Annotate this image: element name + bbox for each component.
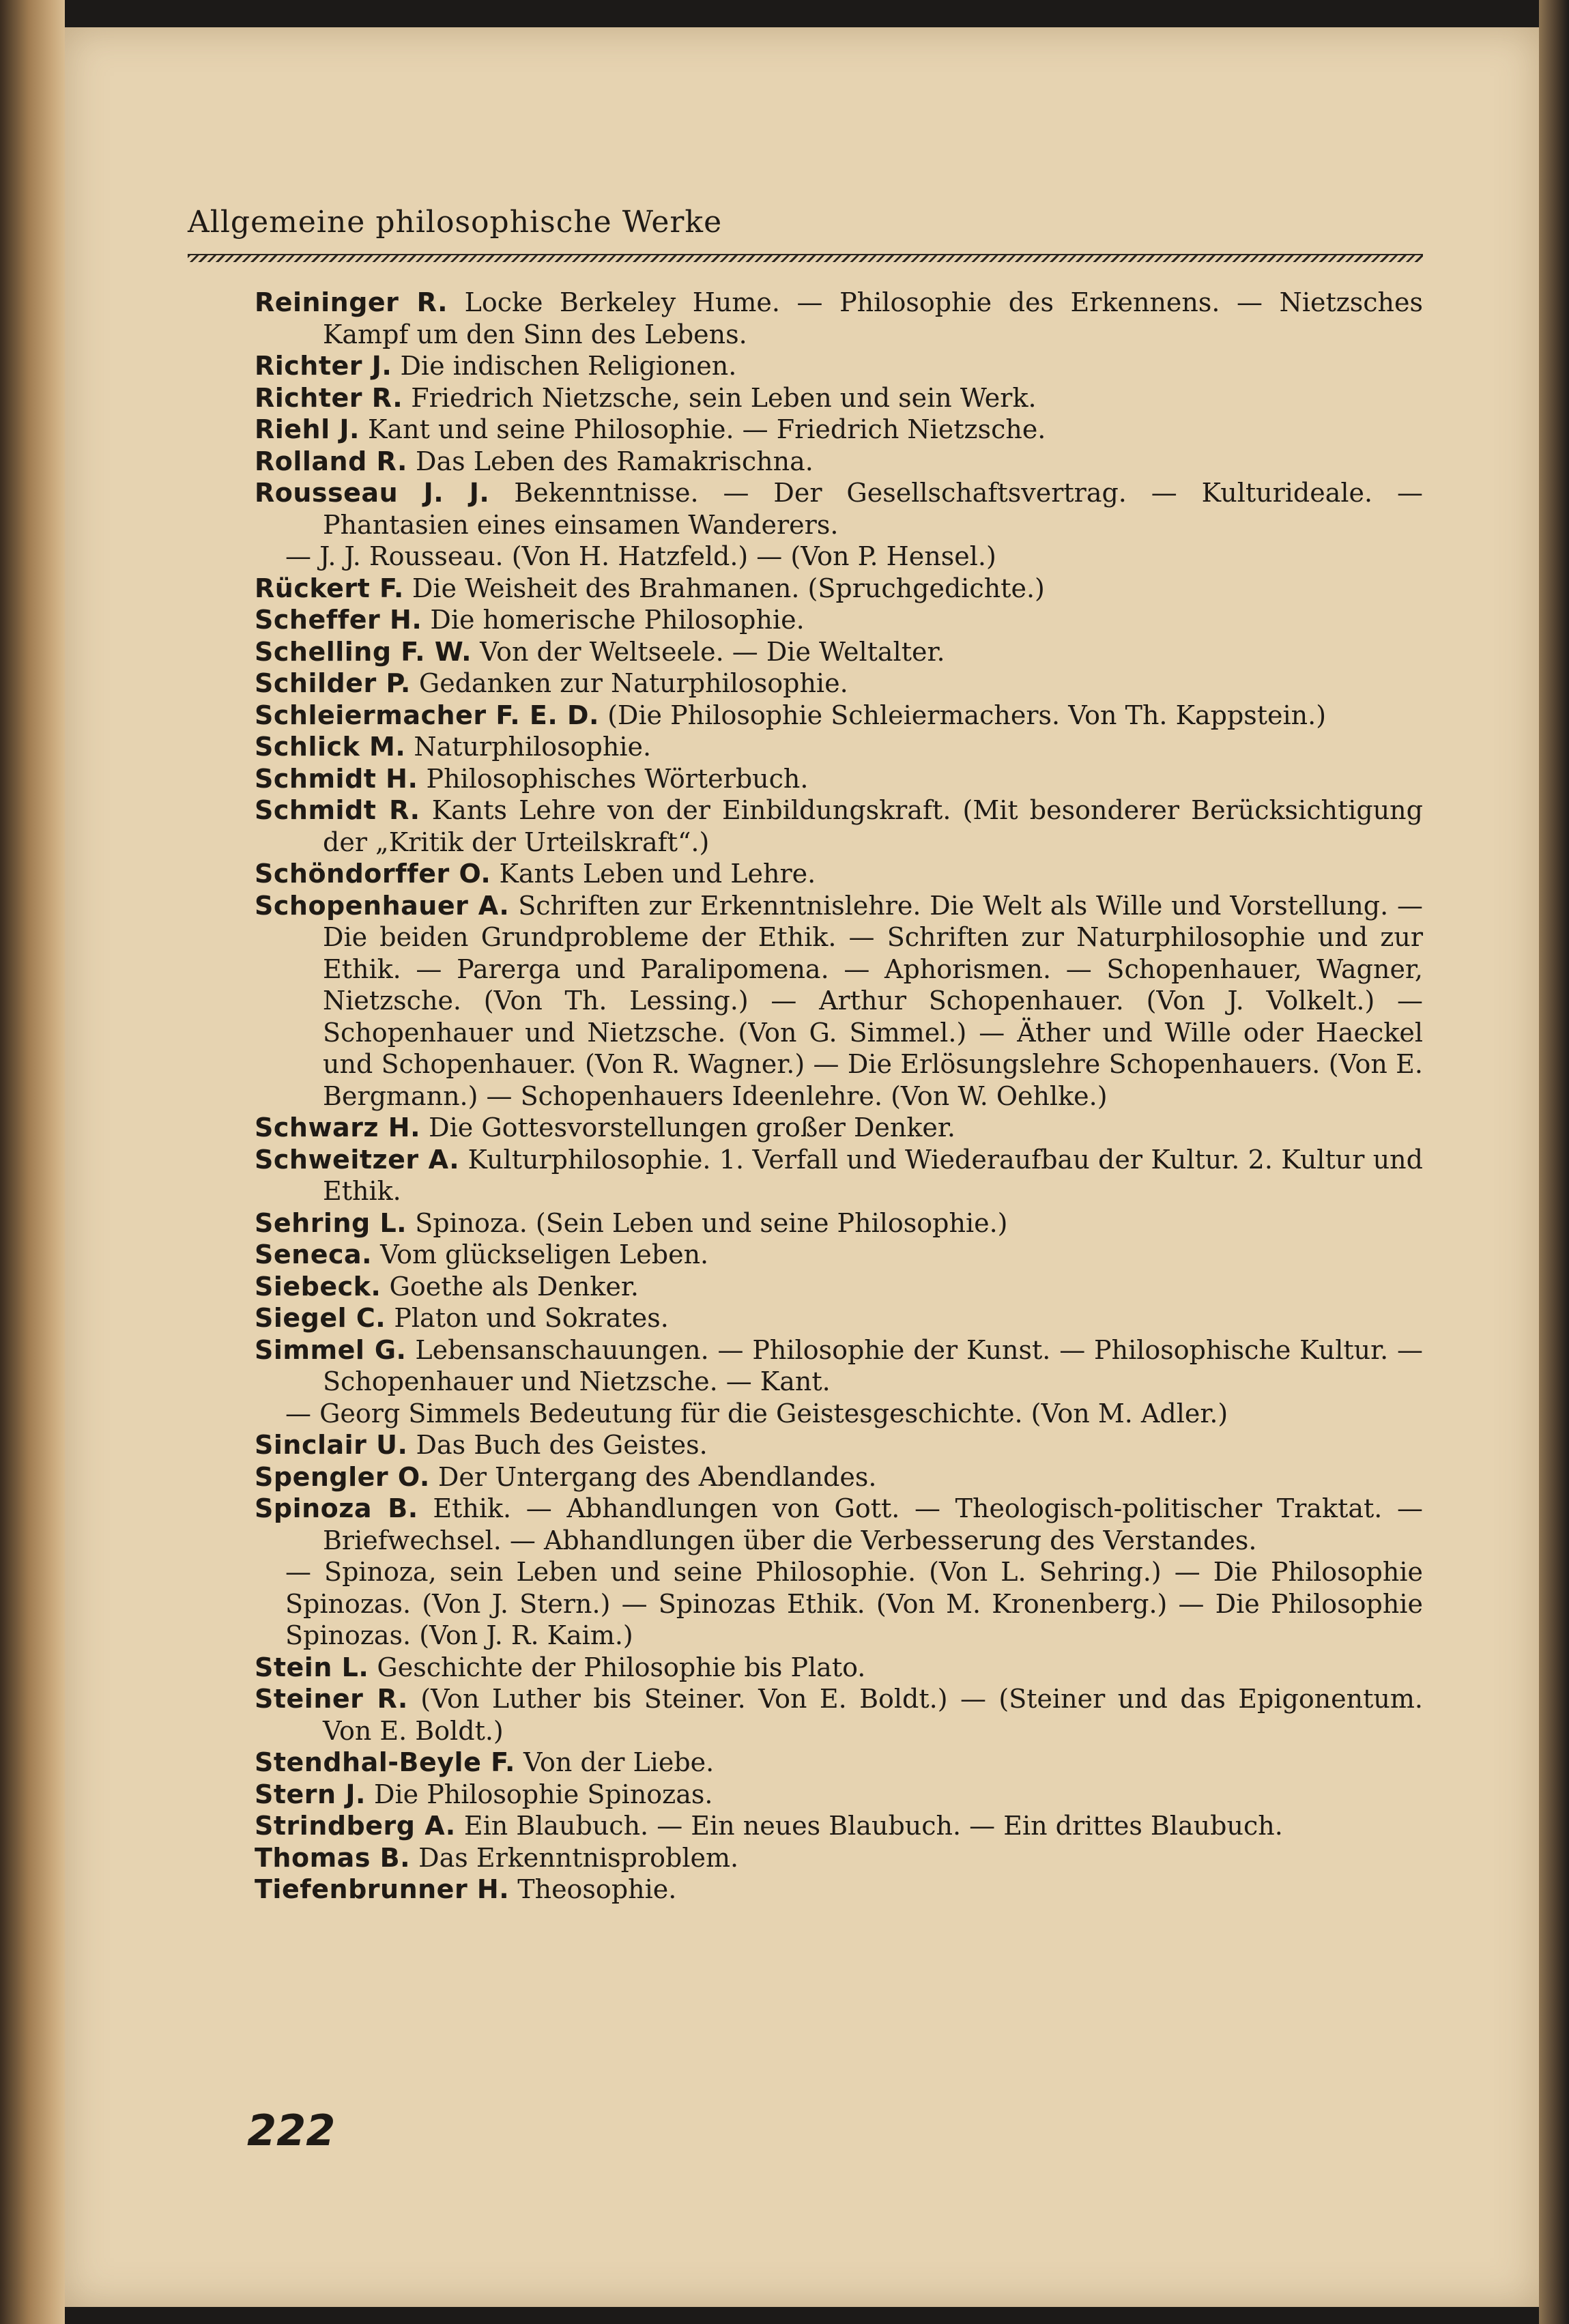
entry-text: Theosophie. <box>517 1874 677 1904</box>
author-name: Schweitzer A. <box>255 1144 460 1175</box>
author-name: Spengler O. <box>255 1461 430 1492</box>
bibliography-entry <box>255 1271 1423 1303</box>
bibliography-entry <box>255 700 1423 732</box>
bibliography-entry <box>255 541 1423 573</box>
author-name: Thomas B. <box>255 1842 411 1873</box>
author-name: Rousseau J. J. <box>255 478 490 508</box>
bibliography-list <box>255 287 1423 1906</box>
bibliography-entry <box>255 1810 1423 1842</box>
bibliography-entry <box>255 573 1423 605</box>
bibliography-entry <box>255 477 1423 541</box>
entry-text: — Spinoza, sein Leben und seine Philosophie. (Von L. Sehring.) — Die Philosophie Spinozas. (Von J. Stern.) — Spinozas Ethik. (Von M. Kronenberg.) — Die Philosophie Spinozas. (Von J. R. Kaim.) <box>285 1557 1423 1650</box>
author-name: Richter R. <box>255 382 403 413</box>
author-name: Schopenhauer A. <box>255 890 510 921</box>
entry-text: Kants Lehre von der Einbildungskraft. (Mit besonderer Berücksichtigung der „Kritik der Urteilskraft“.) <box>323 795 1423 857</box>
bibliography-entry <box>255 1842 1423 1874</box>
bibliography-entry <box>255 1779 1423 1811</box>
entry-text: Von der Liebe. <box>523 1747 715 1777</box>
entry-text: — J. J. Rousseau. (Von H. Hatzfeld.) — (Von P. Hensel.) <box>285 541 996 571</box>
page-number: 222 <box>247 2106 336 2155</box>
author-name: Stein L. <box>255 1652 369 1682</box>
author-name: Rückert F. <box>255 573 404 603</box>
bibliography-entry <box>255 636 1423 668</box>
bibliography-entry <box>255 668 1423 700</box>
bibliography-entry <box>255 858 1423 890</box>
author-name: Schwarz H. <box>255 1113 421 1143</box>
bibliography-entry <box>255 350 1423 382</box>
bibliography-entry <box>255 604 1423 636</box>
entry-text: Naturphilosophie. <box>414 732 652 762</box>
author-name: Strindberg A. <box>255 1811 456 1841</box>
entry-text: Ethik. — Abhandlungen von Gott. — Theologisch-politischer Traktat. — Briefwechsel. — Abhandlungen über die Verbesserung des Verstandes. <box>323 1493 1423 1555</box>
bibliography-entry <box>255 1683 1423 1747</box>
author-name: Stendhal-Beyle F. <box>255 1747 515 1777</box>
entry-text: Von der Weltseele. — Die Weltalter. <box>480 636 945 667</box>
author-name: Steiner R. <box>255 1684 408 1714</box>
bibliography-entry <box>255 446 1423 478</box>
entry-text: Das Buch des Geistes. <box>416 1430 708 1460</box>
author-name: Riehl J. <box>255 414 360 444</box>
author-name: Simmel G. <box>255 1334 407 1365</box>
author-name: Schilder P. <box>255 668 411 698</box>
author-name: Schlick M. <box>255 732 406 762</box>
author-name: Tiefenbrunner H. <box>255 1874 510 1904</box>
bibliography-entry <box>255 1239 1423 1271</box>
entry-text: (Von Luther bis Steiner. Von E. Boldt.) — (Steiner und das Epigonentum. Von E. Boldt.) <box>323 1684 1423 1746</box>
author-name: Siegel C. <box>255 1303 386 1333</box>
author-name: Schleiermacher F. E. D. <box>255 700 599 730</box>
bibliography-entry <box>255 1398 1423 1430</box>
entry-text: Kants Leben und Lehre. <box>499 859 816 889</box>
author-name: Spinoza B. <box>255 1493 418 1523</box>
entry-text: Schriften zur Erkenntnislehre. Die Welt als Wille und Vorstellung. — Die beiden Grundprobleme der Ethik. — Schriften zur Naturphilosophie und zur Ethik. — Parerga und Paralipomena. — Aphorismen. — Schopenhauer, Wagner, Nietzsche. (Von Th. Lessing.) — Arthur Schopenhauer. (Von J. Volkelt.) — Schopenhauer und Nietzsche. (Von G. Simmel.) — Äther und Wille oder Haeckel und Schopenhauer. (Von R. Wagner.) — Die Erlösungslehre Schopenhauers. (Von E. Bergmann.) — Schopenhauers Ideenlehre. (Von W. Oehlke.) <box>323 890 1423 1111</box>
entry-text: Platon und Sokrates. <box>394 1303 669 1333</box>
entry-text: Die Philosophie Spinozas. <box>374 1779 713 1809</box>
entry-text: Locke Berkeley Hume. — Philosophie des Erkennens. — Nietzsches Kampf um den Sinn des Lebens. <box>323 287 1423 349</box>
entry-text: Philosophisches Wörterbuch. <box>426 763 809 794</box>
bibliography-entry <box>255 1112 1423 1144</box>
entry-text: Bekenntnisse. — Der Gesellschaftsvertrag. — Kulturideale. — Phantasien eines einsamen Wanderers. <box>323 478 1423 540</box>
entry-text: Goethe als Denker. <box>389 1271 639 1302</box>
bibliography-entry <box>255 1207 1423 1239</box>
author-name: Siebeck. <box>255 1271 382 1302</box>
entry-text: Kulturphilosophie. 1. Verfall und Wiederaufbau der Kultur. 2. Kultur und Ethik. <box>323 1144 1423 1206</box>
author-name: Stern J. <box>255 1779 366 1809</box>
bibliography-entry <box>255 731 1423 763</box>
author-name: Schelling F. W. <box>255 636 472 667</box>
entry-text: Die indischen Religionen. <box>400 351 737 381</box>
entry-text: (Die Philosophie Schleiermachers. Von Th. Kappstein.) <box>607 700 1327 730</box>
author-name: Schmidt H. <box>255 763 418 794</box>
bibliography-entry <box>255 890 1423 1113</box>
author-name: Sinclair U. <box>255 1430 408 1460</box>
bibliography-entry <box>255 287 1423 350</box>
bibliography-entry <box>255 1493 1423 1556</box>
entry-text: Spinoza. (Sein Leben und seine Philosophie.) <box>415 1207 1008 1238</box>
book-spine <box>0 0 65 2324</box>
author-name: Richter J. <box>255 351 392 381</box>
entry-text: Das Erkenntnisproblem. <box>418 1842 739 1873</box>
bibliography-entry <box>255 1874 1423 1906</box>
entry-text: Der Untergang des Abendlandes. <box>437 1461 877 1492</box>
bibliography-entry <box>255 1429 1423 1461</box>
entry-text: Geschichte der Philosophie bis Plato. <box>377 1652 866 1682</box>
author-name: Reininger R. <box>255 287 448 317</box>
bibliography-entry <box>255 794 1423 858</box>
entry-text: Vom glückseligen Leben. <box>380 1239 709 1269</box>
entry-text: Ein Blaubuch. — Ein neues Blaubuch. — Ein drittes Blaubuch. <box>463 1811 1283 1841</box>
bibliography-entry <box>255 382 1423 414</box>
bibliography-entry <box>255 1334 1423 1398</box>
entry-text: Lebensanschauungen. — Philosophie der Kunst. — Philosophische Kultur. — Schopenhauer und Nietzsche. — Kant. <box>323 1334 1423 1396</box>
author-name: Sehring L. <box>255 1207 407 1238</box>
author-name: Schmidt R. <box>255 795 420 825</box>
entry-text: Die Gottesvorstellungen großer Denker. <box>429 1113 955 1143</box>
entry-text: Die Weisheit des Brahmanen. (Spruchgedichte.) <box>412 573 1045 603</box>
entry-text: Die homerische Philosophie. <box>430 605 805 635</box>
entry-text: Kant und seine Philosophie. — Friedrich Nietzsche. <box>368 414 1046 444</box>
author-name: Schöndorffer O. <box>255 859 491 889</box>
entry-text: Das Leben des Ramakrischna. <box>416 446 814 476</box>
author-name: Scheffer H. <box>255 605 422 635</box>
bibliography-entry <box>255 1747 1423 1779</box>
bibliography-entry <box>255 1556 1423 1652</box>
entry-text: Friedrich Nietzsche, sein Leben und sein Werk. <box>411 382 1037 413</box>
author-name: Rolland R. <box>255 446 407 476</box>
bibliography-entry <box>255 1461 1423 1493</box>
entry-text: Gedanken zur Naturphilosophie. <box>418 668 848 698</box>
running-header: Allgemeine philosophische Werke <box>188 205 723 240</box>
header-rule <box>188 254 1423 262</box>
bibliography-entry <box>255 414 1423 446</box>
entry-text: — Georg Simmels Bedeutung für die Geistesgeschichte. (Von M. Adler.) <box>285 1398 1228 1429</box>
bibliography-entry <box>255 763 1423 795</box>
bibliography-entry <box>255 1652 1423 1684</box>
author-name: Seneca. <box>255 1239 373 1269</box>
bibliography-entry <box>255 1144 1423 1207</box>
page-edge <box>1539 0 1569 2324</box>
bibliography-entry <box>255 1302 1423 1334</box>
